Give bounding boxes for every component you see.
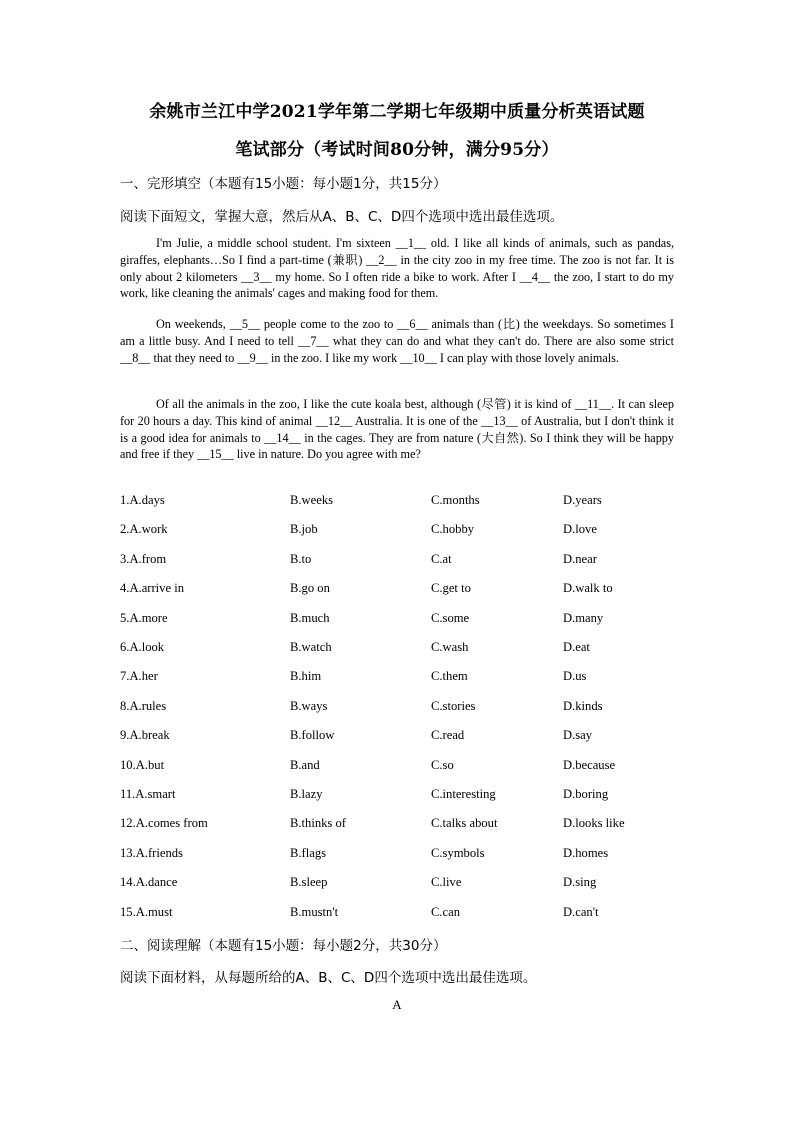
option-c: C.wash [431,640,469,654]
option-a: 12.A.comes from [120,816,208,831]
option-b: B.to [290,551,312,566]
question-row [0,669,794,687]
option-c: C.hobby [431,522,475,537]
option-a: 13.A.friends [120,845,183,860]
paragraph-text: I'm Julie, a middle school student. I'm sixteen __1__ old. I like all kinds of animals, such as pandas, giraffes, elephants…So I find a part-time (兼职) __2__ in the city zoo in my free time. The zoo is not far. It is only about 2 kilometers __3__ my home. So I often ride a bike to work. After I __4__ the zoo, I start to do my work, like cleaning the animals' cages and making food for them. [120,236,674,301]
option-c: C.can [431,904,461,919]
section2-instruction: 阅读下面材料，从每题所给的A、B、C、D四个选项中选出最佳选项。 [120,970,537,986]
option-b: B.much [290,610,330,625]
option-c: C.months [431,493,480,507]
option-c: C.symbols [431,845,485,860]
option-b: B.ways [290,698,328,713]
question-row [0,640,794,658]
option-a: 3.A.from [120,551,167,566]
question-row [0,611,794,629]
exam-title: 余姚市兰江中学2021学年第二学期七年级期中质量分析英语试题 [149,102,645,122]
option-b: B.and [290,757,320,772]
passage-paragraph-2 [120,316,674,366]
option-d: D.looks like [563,816,625,831]
option-b: B.sleep [290,875,328,890]
option-b: B.lazy [290,787,323,801]
question-row [0,581,794,599]
option-d: D.eat [563,640,590,654]
option-b: B.mustn't [290,904,339,919]
passage-paragraph-3 [120,396,674,463]
question-row [0,787,794,805]
option-b: B.flags [290,845,327,860]
option-c: C.interesting [431,787,496,801]
option-c: C.get to [431,581,471,596]
option-d: D.can't [563,904,599,919]
option-b: B.go on [290,581,330,596]
option-d: D.us [563,669,587,684]
question-row [0,875,794,893]
option-d: D.homes [563,845,609,860]
option-c: C.them [431,669,468,684]
option-d: D.near [563,551,597,566]
option-b: B.weeks [290,493,334,507]
option-c: C.at [431,551,452,566]
question-row [0,905,794,923]
option-d: D.kinds [563,698,603,713]
option-d: D.say [563,728,593,743]
option-d: D.many [563,610,604,625]
option-c: C.live [431,875,462,890]
option-d: D.sing [563,875,597,890]
option-d: D.years [563,493,602,507]
question-row [0,699,794,717]
option-d: D.because [563,757,616,772]
option-a: 5.A.more [120,610,168,625]
question-row [0,816,794,834]
option-c: C.read [431,728,465,743]
option-a: 2.A.work [120,522,168,537]
option-c: C.talks about [431,816,498,831]
option-a: 1.A.days [120,493,165,507]
option-b: B.him [290,669,322,684]
option-d: D.love [563,522,597,537]
question-row [0,728,794,746]
question-row [0,552,794,570]
passage-paragraph-1 [120,235,674,302]
passage-label: A [392,997,402,1012]
option-a: 6.A.look [120,640,165,654]
option-a: 8.A.rules [120,698,167,713]
option-c: C.some [431,610,470,625]
option-a: 10.A.but [120,757,165,772]
option-b: B.job [290,522,318,537]
option-d: D.boring [563,787,609,801]
option-b: B.follow [290,728,335,743]
option-d: D.walk to [563,581,613,596]
option-b: B.watch [290,640,332,654]
section1-instruction: 阅读下面短文，掌握大意，然后从A、B、C、D四个选项中选出最佳选项。 [120,209,564,225]
option-b: B.thinks of [290,816,346,831]
option-a: 9.A.break [120,728,170,743]
paragraph-text: On weekends, __5__ people come to the zoo to __6__ animals than (比) the weekdays. So sometimes I am a little busy. And I need to tell __7__ what they can do and what they can't do. There are also some strict __8__ that they need to __9__ in the zoo. I like my work __10__ I can play with those lovely animals. [120,317,674,365]
option-a: 15.A.must [120,904,173,919]
question-row [0,522,794,540]
option-a: 7.A.her [120,669,158,684]
option-a: 14.A.dance [120,875,178,890]
question-row [0,846,794,864]
option-a: 11.A.smart [120,787,176,801]
paragraph-text: Of all the animals in the zoo, I like the cute koala best, although (尽管) it is kind of __11__. It can sleep for 20 hours a day. This kind of animal __12__ Australia. It is one of the __13__ of Australia, but I don't think it is a good idea for animals to __14__ in the cages. They are from nature (大自然). So I think they will be happy and free if they __15__ live in nature. Do you agree with me? [120,397,674,462]
option-c: C.so [431,757,454,772]
section1-heading: 一、完形填空（本题有15小题：每小题1分，共15分） [120,176,447,192]
option-a: 4.A.arrive in [120,581,184,596]
section2-heading: 二、阅读理解（本题有15小题：每小题2分，共30分） [120,938,447,954]
option-c: C.stories [431,698,476,713]
exam-subtitle: 笔试部分（考试时间80分钟，满分95分） [235,140,559,160]
question-row [0,493,794,511]
question-row [0,758,794,776]
